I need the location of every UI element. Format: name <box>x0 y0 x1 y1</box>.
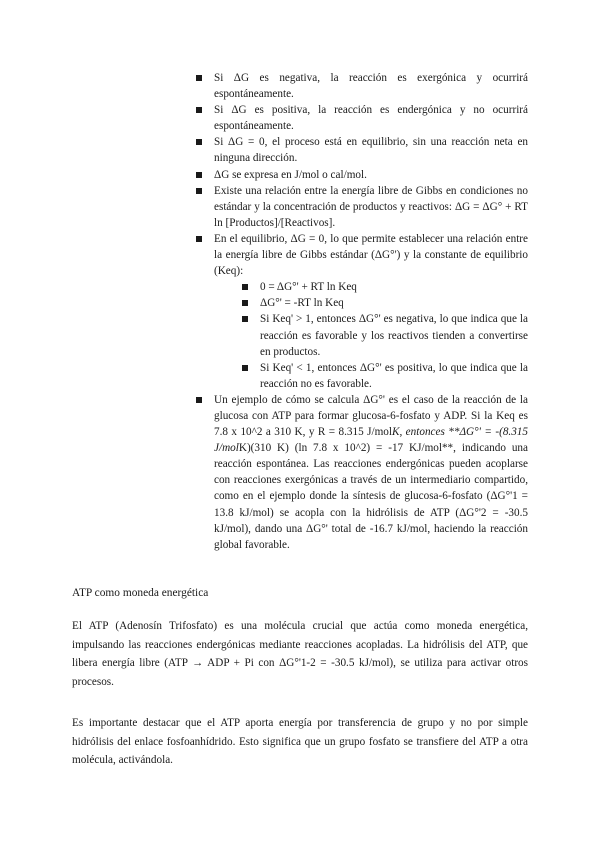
square-bullet-icon <box>242 300 248 306</box>
list-item: En el equilibrio, ΔG = 0, lo que permite establecer una relación entre la energía libre de Gibbs estándar (ΔG°') y la constante de equilibrio (Keq): 0 = ΔG°' + RT ln Keq ΔG°' = -RT ln Keq Si Keq' > 1, entonces ΔG°' es negativa, lo que indica que la reacción es favorable y los reactivos tienden a convertirse en productos. Si Keq' < 1, entonces ΔG°' es positiva, lo que indica que la reacción no es favorable. <box>196 231 528 392</box>
square-bullet-icon <box>196 397 202 403</box>
paragraph: Es importante destacar que el ATP aporta energía por transferencia de grupo y no por simple hidrólisis del enlace fosfoanhídrido. Esto significa que un grupo fosfato se transfiere del ATP a otra molécula, activándola. <box>72 717 528 766</box>
list-item: Si ΔG = 0, el proceso está en equilibrio, sin una reacción neta en ninguna dirección. <box>196 134 528 166</box>
square-bullet-icon <box>242 316 248 322</box>
sub-list-item: Si Keq' < 1, entonces ΔG°' es positiva, lo que indica que la reacción no es favorable. <box>242 360 528 392</box>
square-bullet-icon <box>242 365 248 371</box>
square-bullet-icon <box>196 236 202 242</box>
paragraph: El ATP (Adenosín Trifosfato) es una molécula crucial que actúa como moneda energética, impulsando las reacciones endergónicas mediante reacciones acopladas. La hidrólisis del ATP, que libera energía libre (ATP → ADP + Pi con ΔG°'1-2 = -30.5 kJ/mol), se utiliza para activar otros procesos. <box>72 620 528 688</box>
square-bullet-icon <box>196 107 202 113</box>
list-item: Si ΔG es negativa, la reacción es exergónica y ocurrirá espontáneamente. <box>196 70 528 102</box>
section-heading: ATP como moneda energética <box>72 587 209 599</box>
italic-formula: K, entonces **ΔG°' = -(8.315 J/mol <box>214 426 528 455</box>
list-item: Si ΔG es positiva, la reacción es endergónica y no ocurrirá espontáneamente. <box>196 102 528 134</box>
sub-list-item: Si Keq' > 1, entonces ΔG°' es negativa, lo que indica que la reacción es favorable y los reactivos tienden a convertirse en productos. <box>242 311 528 359</box>
square-bullet-icon <box>196 188 202 194</box>
square-bullet-icon <box>242 284 248 290</box>
bullet-list <box>196 70 528 553</box>
list-item: Existe una relación entre la energía libre de Gibbs en condiciones no estándar y la concentración de productos y reactivos: ΔG = ΔG° + RT ln [Productos]/[Reactivos]. <box>196 183 528 231</box>
list-item-example: Un ejemplo de cómo se calcula ΔG°' es el caso de la reacción de la glucosa con ATP para formar glucosa-6-fosfato y ADP. Si la Keq es 7.8 x 10^2 a 310 K, y R = 8.315 J/molK, entonces **ΔG°' = -(8.315 J/molK)(310 K) (ln 7.8 x 10^2) = -17 KJ/mol**, indicando una reacción espontánea. Las reacciones endergónicas pueden acoplarse con reacciones exergónicas a través de un intermediario compartido, como en el ejemplo donde la síntesis de glucosa-6-fosfato (ΔG°'1 = 13.8 kJ/mol) se acopla con la hidrólisis de ATP (ΔG°'2 = -30.5 kJ/mol), dando una ΔG°' total de -16.7 kJ/mol, haciendo la reacción global favorable. <box>196 392 528 553</box>
square-bullet-icon <box>196 75 202 81</box>
sub-bullet-list <box>214 279 528 392</box>
list-item: ΔG se expresa en J/mol o cal/mol. <box>196 167 528 183</box>
square-bullet-icon <box>196 172 202 178</box>
sub-list-item: ΔG°' = -RT ln Keq <box>242 295 528 311</box>
square-bullet-icon <box>196 139 202 145</box>
sub-list-item: 0 = ΔG°' + RT ln Keq <box>242 279 528 295</box>
